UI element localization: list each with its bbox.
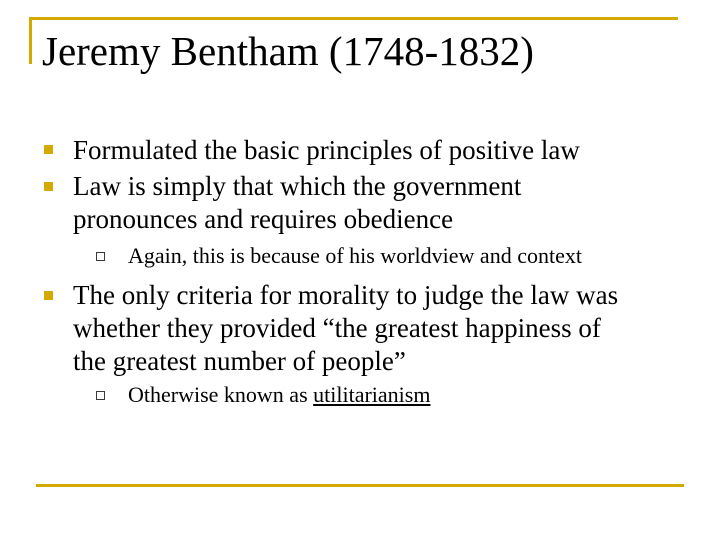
utilitarianism-link[interactable]: utilitarianism xyxy=(313,382,431,407)
square-bullet-icon xyxy=(44,291,53,300)
square-bullet-icon xyxy=(44,182,53,191)
bullet-text-line: whether they provided “the greatest happiness of xyxy=(73,313,601,343)
bullet-text-line: The only criteria for morality to judge the law was xyxy=(73,280,619,310)
bullet-text-line: pronounces and requires obedience xyxy=(73,204,454,234)
bottom-accent-line xyxy=(36,484,684,487)
bullet-text-line: the greatest number of people” xyxy=(73,346,406,376)
sub-bullet-prefix: Otherwise known as xyxy=(128,382,314,407)
sub-bullet-text xyxy=(128,381,688,409)
square-bullet-icon xyxy=(44,145,53,154)
sub-bullet-text: Again, this is because of his worldview and context xyxy=(128,243,582,268)
hollow-square-bullet-icon xyxy=(96,391,105,400)
hollow-square-bullet-icon xyxy=(96,252,105,261)
slide-title: Jeremy Bentham (1748-1832) xyxy=(42,28,534,74)
bullet-text-line: Law is simply that which the government xyxy=(73,171,522,201)
bullet-text: Formulated the basic principles of positive law xyxy=(73,135,580,165)
